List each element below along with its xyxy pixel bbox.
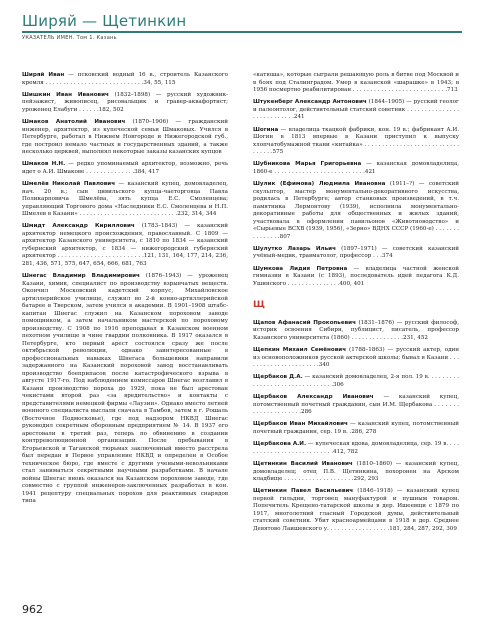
index-entry (253, 441, 459, 456)
entry-text: (1870–1906) — гражданский инженер, архитектор, из купеческой семьи Шмаковых. Учился в Петербурге, работал в Нижнем Новгороде и Нижегородской губ., где построил немало частных и государственных зданий, а также несколько церквей, выполнял некоторые заказы казанских купцов (22, 119, 228, 156)
index-entry (253, 72, 459, 95)
entry-name: Шнегас Владимир Владимирович (22, 273, 140, 280)
entry-name: Шмаков Анатолий Иванович (22, 119, 126, 126)
entry-name: Щербакова А.И. (253, 441, 307, 448)
entry-name: Шмаков Н.Н. (22, 161, 66, 168)
entry-text: — купеческая вдова, домовладелица, сер. 19 в. . . . . . . . . . . . . . . . . . . . . . . . . . .412, 782 (253, 441, 459, 455)
entry-text: (1846–1918) — казанский купец первой гильдии, торговец мануфактурой и пушным товаром. Попечитель Крещено-татарской школы в дер. Ишеевщи с 1879 по 1917, многолетний гласный Городской думы, действительный статский советник. Убит красноармейцами в 1918 в дер. Среднее Девятово Лаишевского у. . . . . . . . . . . . . . . . . .181, 284, 287, 292, 309 (253, 488, 459, 532)
entry-name: Щетинкин Павел Васильевич (253, 488, 354, 495)
entry-text: (1810–1860) — казанский купец, домовладелец; отец П.В. Щетинкина, похоронен на Арском кладбище . . . . . . . . . . . . . . . . . . . .292, 293 (253, 461, 460, 483)
entry-text: (1831–1876) — русский философ, историк освоения Сибири, публицист, писатель, профессор Казанского университета (1860) . . . . . . . . . . . . . . .231, 452 (253, 319, 459, 341)
entry-name: Щепкин Михаил Семёнович (253, 347, 347, 354)
entry-name: Шмелёв Николай Павлович (22, 181, 116, 188)
running-subtitle: УКАЗАТЕЛЬ ИМЕН. Том 1. Казань (22, 34, 117, 41)
entry-text: — казанский купец, потомственный почетный гражданин, сын И.М. Щербакова . . . . . . . . . . . . . . . . . . . . .286 (253, 394, 459, 416)
entry-text: (1832–1898) — русский художник-пейзажист, живописец, рисовальщик и гравер-аквафортист; уроженец Елабуги . . . . . .182, 502 (22, 91, 228, 113)
entry-text: — владелица частной женской гимназии в Казани (с 1893), последователь идей педагога К.Д. Ушинского . . . . . . . . . . . . . . .400, 401 (253, 265, 459, 287)
entry-text: «катюша», которые сыграли решающую роль в битве под Москвой и в боях под Сталинградом. Умер в казанской «шарашке» в 1943; в 1956 посмертно реабилитирован . . . . . . . . . . . . . . . . . . . . . . . . . . .713 (253, 72, 459, 93)
entry-text: (1844–1905) — русский геолог и палеонтолог, действительный статский советник . . . . . . . . . . . . . . . . . . . . . . . . . . .241 (253, 99, 459, 121)
entry-text: (1783–1843) — казанский архитектор немецкого происхождения, православный. С 1809 — архитектор Казанского университета, с 1810 по 1834 — казанский губернский архитектор, с 1834 — нижегородский губернский архитектор . . . . . . . . . . . . . . . . . . . . . . . .121, 131, 164, 177, 214, 236, 281, 436, 571, 575, 647, 654, 666, 681, 763 (22, 223, 228, 267)
index-entry (22, 119, 228, 157)
entry-text: (1897–1971) — советский казанский учёный-медик, травматолог, профессор . . .374 (253, 245, 459, 260)
index-entry (253, 374, 459, 389)
entry-text: — владелица ткацкой фабрики, кон. 19 в.; фабрикант А.И. Шогин в 1813 впервые в Казани приступил к выпуску хлопчатобумажной ткани «китайка» . . . . . . . . . . . . . . . . . . . . . . . . . . . . . . . . .575 (253, 126, 459, 156)
section-letter: Щ (253, 300, 265, 311)
index-entry (253, 461, 459, 484)
entry-name: Шмидт Александр Кириллович (22, 223, 135, 230)
entry-name: Щапов Афанасий Прокопьевич (253, 319, 356, 326)
index-entry (253, 320, 459, 343)
entry-name: Штукенберг Александр Антонович (253, 99, 367, 106)
entry-name: Щетинкин Василий Иванович (253, 461, 353, 468)
entry-name: Шогина (253, 126, 279, 133)
entry-name: Ширяй Иван (22, 72, 65, 78)
entry-text: — казанский купец, домовладелец, нач. 20 в.; сын цивильского купца-чаеторговца Павла Поликарповича Шмелёва, зять купца Е.С. Смоленцева; управляющий Торгового дома «Наследники Е.С. Смоленцева и Н.П. Шмелев в Казани» . . . . . . . . . . . . . . . . . . . . . . . . . . . .232, 314, 344 (22, 181, 228, 218)
index-entry (253, 246, 459, 261)
right-column-bottom (253, 320, 459, 534)
index-entry (22, 181, 228, 219)
index-entry (22, 223, 228, 268)
index-entry (22, 161, 228, 176)
index-entry (253, 394, 459, 417)
index-entry (253, 266, 459, 289)
entry-text: (1788–1863) — русский актер, один из основоположников русской актерской школы; бывал в Казани . . . . . . . . . . . . . . . . . . . . . .340 (253, 347, 459, 369)
entry-name: Шулутко Лазарь Ильич (253, 245, 336, 252)
entry-name: Шишкин Иван Иванович (22, 91, 109, 98)
entry-name: Шубникова Марья Григорьевна (253, 161, 362, 168)
index-entry (253, 347, 459, 370)
entry-name: Шулик (Ефимова) Людмила Ивановна (253, 181, 386, 188)
page-header (22, 12, 462, 41)
index-entry (253, 488, 459, 533)
left-column (22, 72, 228, 511)
entry-name: Щербаков Александр Иванович (253, 394, 374, 401)
entry-text: (1876–1943) — уроженец Казани, химик, специалист по производству взрывчатых веществ. Окончил Московский кадетский корпус, Михайловское артиллерийское училище, служил во 2-й конно-артиллерийской батарее в Тверском, затем учился в академии. В 1901–1908 штабс-капитан Шнегас служил на Казанском пороховом заводе помощником, а затем начальником мастерской по пороховому производству. С 1908 по 1916 преподавал в Казанском военном пехотном училище в чине гвардии полковника. В 1917 оказался в Петербурге, кто первый арест состоялся сразу же после октябрьской революции, однако заинтересованные в профессиональных навыках Шнегаса большевики направили задержанного на Казанский пороховой завод восстанавливать производство боеприпасов после катастрофического взрыва в августе 1917-го. Под наблюдением комиссаров Шнегас возглавил в Казани производство пороха до 1929, пока не был арестован чекистами второй раз «за вредительство» и контакты с представителями немецкой фирмы «Лаузин». Однако вместо летней военного специалиста выслали сначала в Тамбов, затем в г. Рошаль (Восточное Подмосковье), где под надзором НКВД Шнегас руководил секретным оборонным предприятием № 14. В 1937 его арестовали в третий раз, теперь по обвинению в создании контрреволюционной организации. После пребывания в Егорьевской и Таганской тюрьмах заключенный вместо расстрела был передан в Первое управление НКВД и определен в Особое техническое бюро, где вместе с другими учеными-невольниками стал заниматься секретными научными разработками. В начале войны Шнегас вновь оказался на Казанском пороховом заводе, где совместно с группой инженеров-заключенных разработал в кон. 1941 рецептуру специальных порохов для реактивных снарядов типа (22, 273, 228, 505)
index-entry (22, 72, 228, 87)
right-column (253, 72, 459, 538)
entry-text: — казанский домовладелец, 2-я пол. 19 в. . . . . . . . . . . . . . . . . . . . . . . . . . . . . . . .306 (253, 374, 459, 388)
entry-text: (1911–?) — советский скульптор, мастер монументально-декоративного искусства, родилась в Петербурге; автор станковых произведений, в т.ч. памятника Лермонтову (1939), исполнила монументально-декоративные работы для общественных и жилых зданий, участвовала в оформлении павильонов «Животноводство» и «Сырьевые ВСХВ (1939, 1956), «Зерно» ВДНХ СССР (1960-е) . . . . . . . . . . . . . . .807 (253, 181, 459, 240)
entry-text: — псковский водный 16 в., строитель Казанского кремля . . . . . . . . . . . . . . . . . . . . . . . . . . . .34, 55, 115 (22, 72, 229, 86)
entry-text: — казанский купец, потомственный почетный гражданин, сер. 19 в. .286, 278 (253, 421, 459, 435)
index-entry (22, 273, 228, 506)
index-entry (253, 99, 459, 122)
entry-name: Щербаков Д.А. (253, 374, 303, 381)
entry-text: — редко упоминаемый архитектор, возможно, речь идет о А.И. Шмакове . . . . . . . . . . . . . .384, 417 (22, 161, 229, 175)
page-number: 962 (22, 603, 43, 616)
entry-text: — казанская домовладелица, 1860-е . . . . . . . . . . . . . . . . . . . . . . . . . .421 (253, 161, 459, 175)
index-entry (253, 181, 459, 241)
entry-name: Щербаков Иван Михайлович (253, 421, 348, 428)
header-rule (22, 31, 462, 33)
index-entry (253, 127, 459, 157)
index-entry (22, 92, 228, 115)
right-column-top (253, 72, 459, 288)
index-entry (253, 161, 459, 176)
entry-name: Шумкова Лидия Петровна (253, 265, 348, 272)
running-title: Ширяй — Щетинкин (22, 12, 187, 30)
index-entry (253, 421, 459, 436)
